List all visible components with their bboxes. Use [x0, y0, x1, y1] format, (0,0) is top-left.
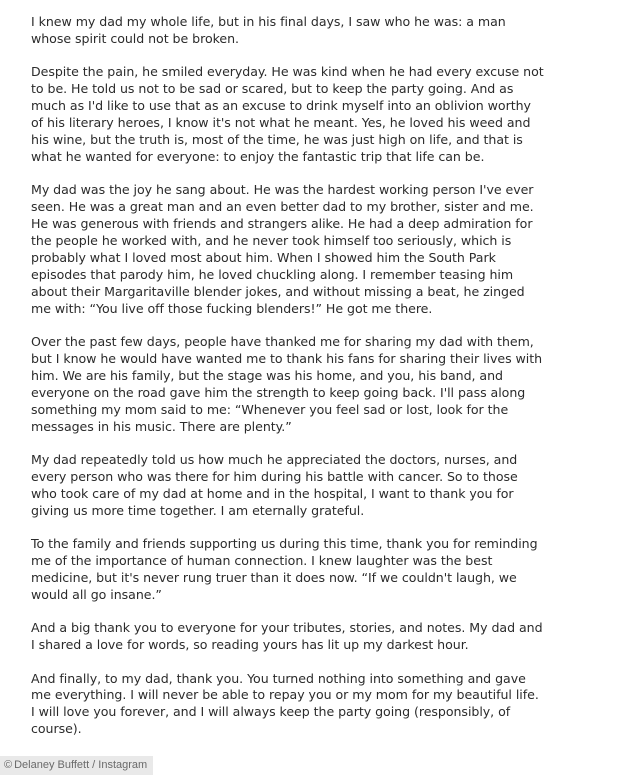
paragraph-8: And finally, to my dad, thank you. You turned nothing into something and gave me everything. I will never be able to repay you or my mom for my beautiful life. I will love you forever, and I will always keep the party going (responsibly, of course).: [31, 670, 539, 737]
paragraph-4: Over the past few days, people have thanked me for sharing my dad with them, but I know he would have wanted me to thank his fans for sharing their lives with him. We are his family, but the stage was his home, and you, his band, and everyone on the road gave him the strength to keep going back. I'll pass along something my mom said to me: “Whenever you feel sad or lost, look for the messages in his music. There are plenty.”: [31, 334, 543, 434]
photo-credit-text: Delaney Buffett / Instagram: [14, 759, 148, 771]
paragraph-7: And a big thank you to everyone for your tributes, stories, and notes. My dad and I shared a love for words, so reading yours has lit up my darkest hour.: [31, 620, 543, 653]
paragraph-3: My dad was the joy he sang about. He was the hardest working person I've ever seen. He was a great man and an even better dad to my brother, sister and me. He was generous with friends and strangers alike. He had a deep admiration for the people he worked with, and he never took himself too seriously, which is probably what I loved most about him. When I showed him the South Park episodes that parody him, he loved chuckling along. I remember teasing him about their Margaritaville blender jokes, and without missing a beat, he zinged me with: “You live off those fucking blenders!” He got me there.: [31, 182, 534, 316]
photo-credit: [0, 756, 153, 775]
paragraph-2: Despite the pain, he smiled everyday. He was kind when he had every excuse not to be. He told us not to be sad or scared, but to keep the party going. And as much as I'd like to use that as an excuse to drink myself into an oblivion worthy of his literary heroes, I know it's not what he meant. Yes, he loved his weed and his wine, but the truth is, most of the time, he was just high on life, and that is what he wanted for everyone: to enjoy the fantastic trip that life can be.: [31, 64, 544, 164]
copyright-icon: ©: [4, 759, 13, 771]
letter-body: [31, 14, 609, 738]
paragraph-5: My dad repeatedly told us how much he appreciated the doctors, nurses, and every person who was there for him during his battle with cancer. So to those who took care of my dad at home and in the hospital, I want to thank you for giving us more time together. I am eternally grateful.: [31, 451, 518, 518]
paragraph-6: To the family and friends supporting us during this time, thank you for reminding me of the importance of human connection. I knew laughter was the best medicine, but it's never rung truer than it does now. “If we couldn't laugh, we would all go insane.”: [31, 536, 538, 602]
paragraph-1: I knew my dad my whole life, but in his final days, I saw who he was: a man whose spirit could not be broken.: [31, 14, 506, 46]
